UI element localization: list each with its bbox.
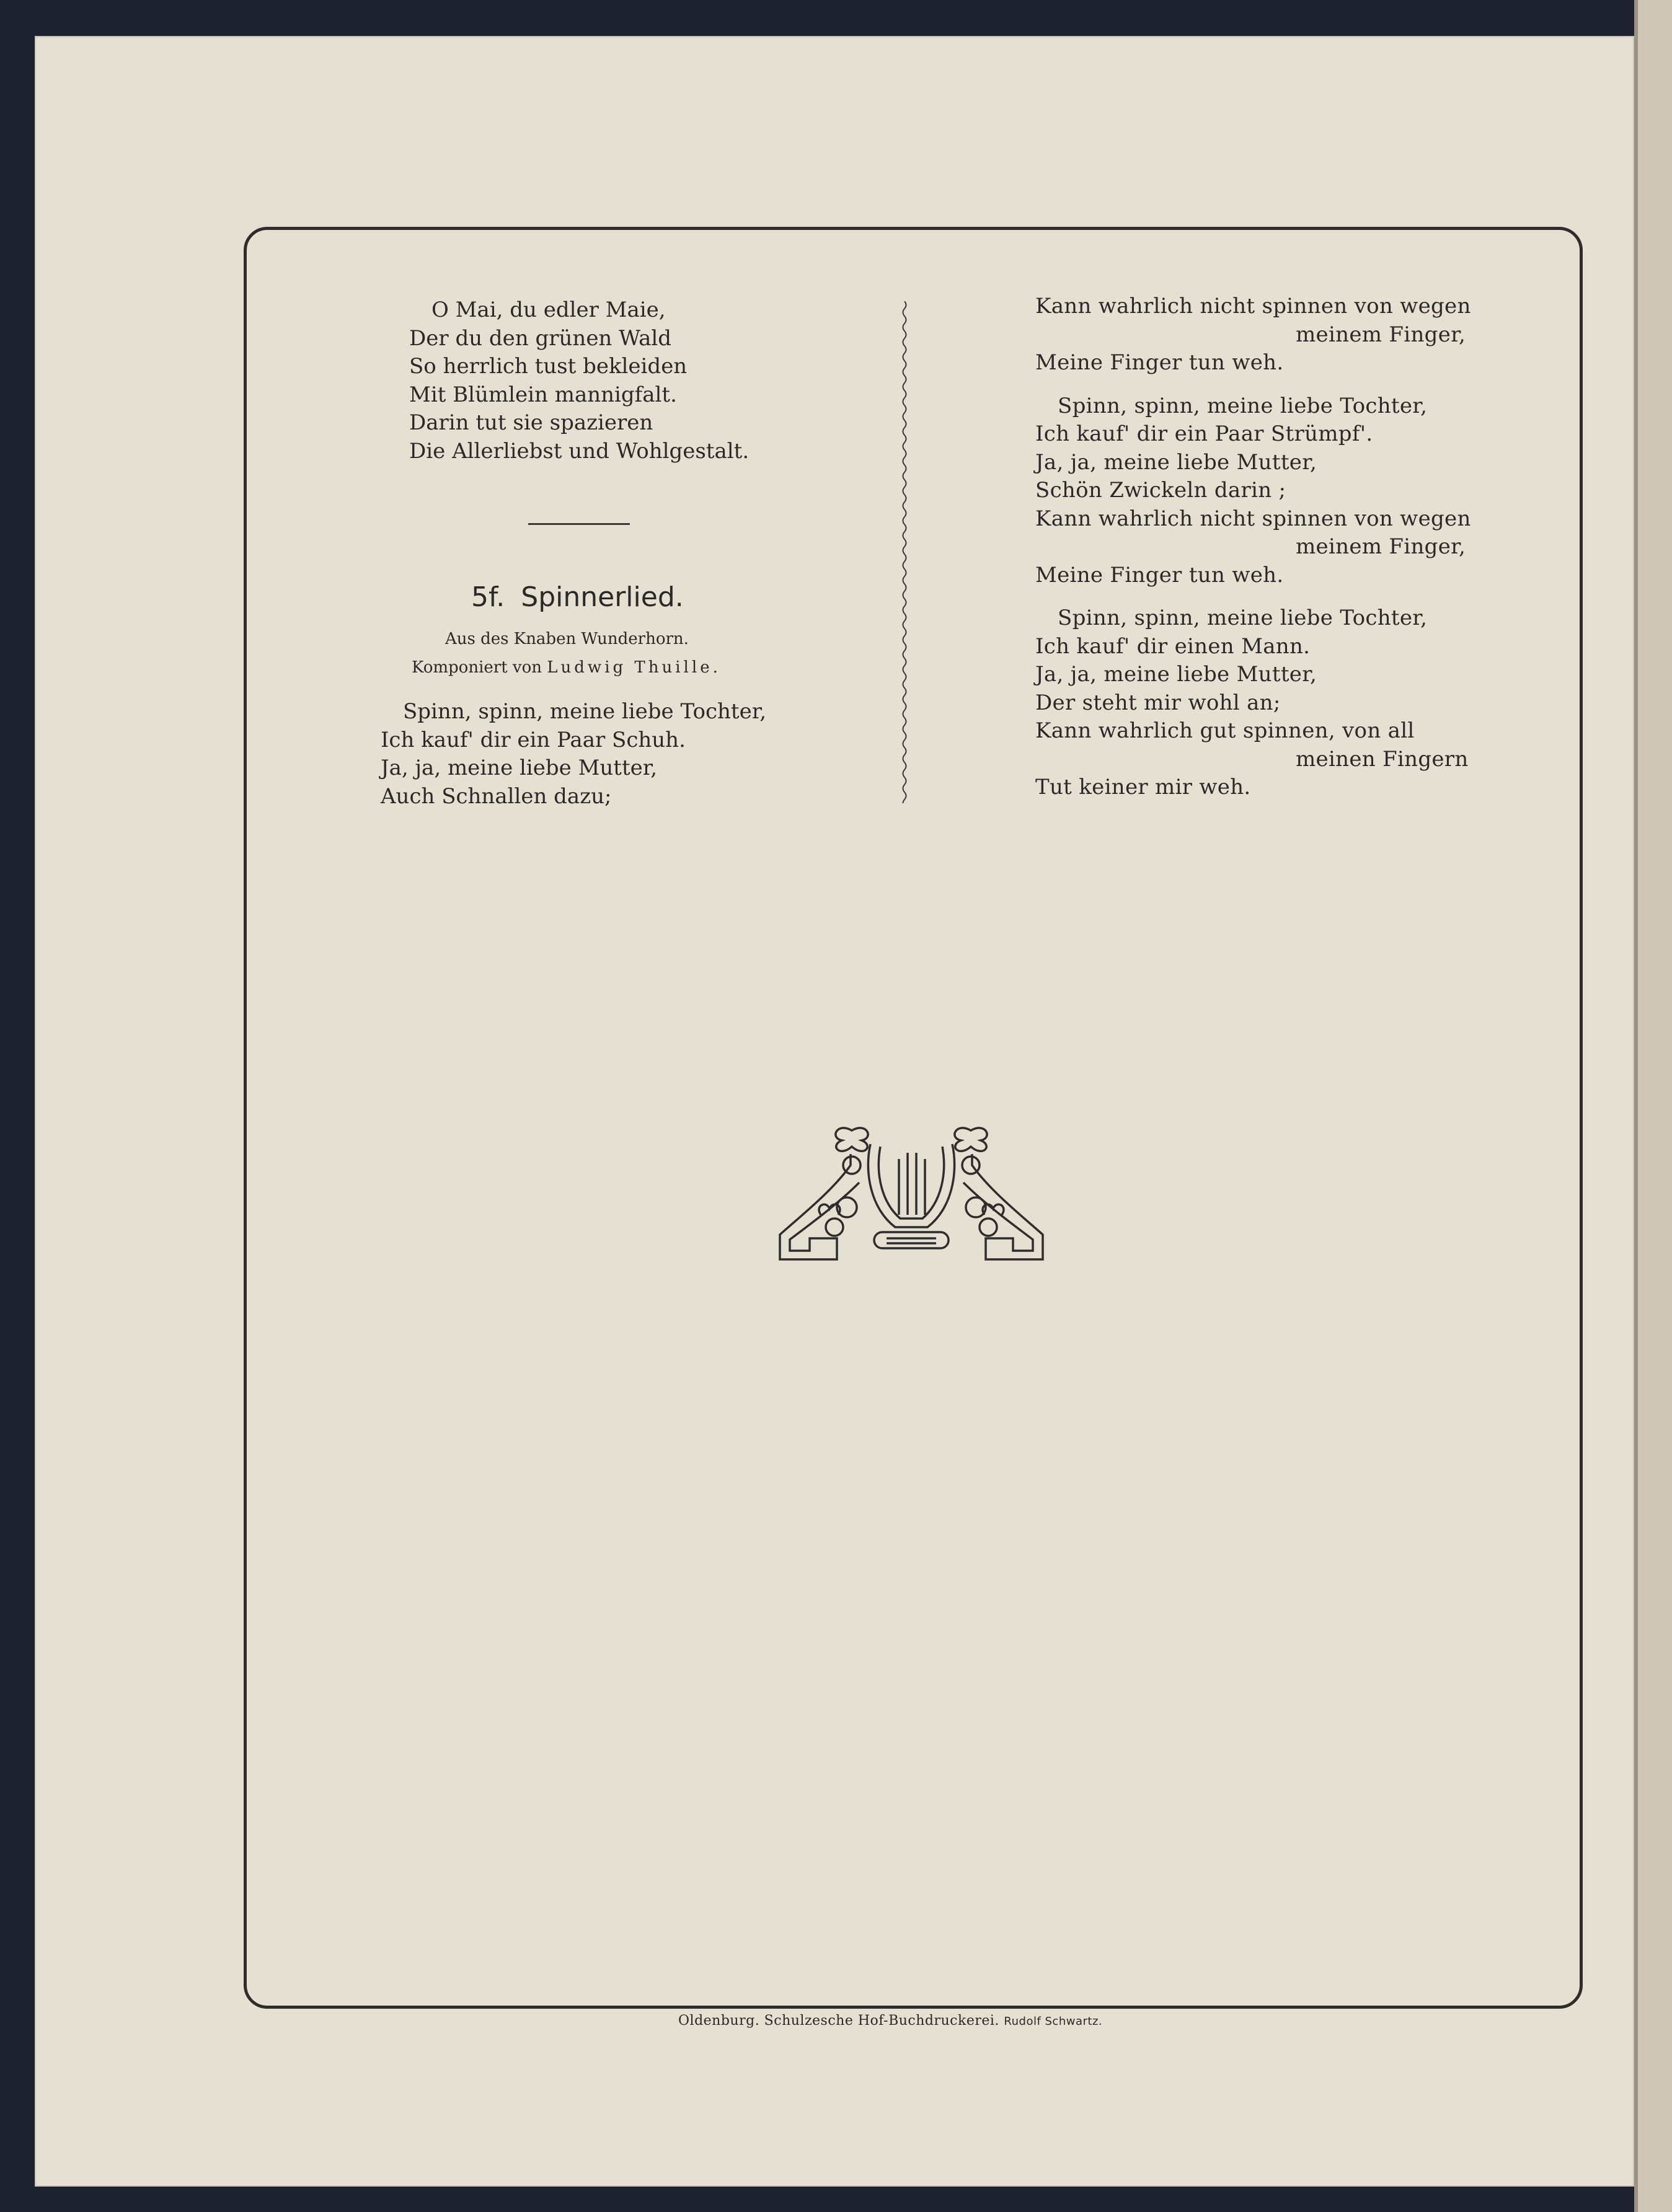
stanza-line: Tut keiner mir weh. [1035,775,1251,800]
stanza-line: Spinn, spinn, meine liebe Tochter, [403,699,767,724]
stanza-line: Spinn, spinn, meine liebe Tochter, [1058,606,1428,630]
imprint-text: Oldenburg. Schulzesche Hof-Buchdruckerei. [678,2013,999,2029]
composer-prefix: Komponiert von [412,658,542,677]
stanza-line: Meine Finger tun weh. [1035,350,1284,375]
poem-line: So herrlich tust bekleiden [409,354,688,379]
stanza-line: meinen Fingern [1296,746,1469,772]
song-number: 5f. [471,581,505,613]
stanza-line: Schön Zwickeln darin ; [1035,478,1286,503]
stanza-line: Kann wahrlich nicht spinnen von wegen [1035,294,1471,319]
stanza-line: Ich kauf' dir ein Paar Schuh. [381,727,686,752]
lyre-ornament-icon [777,1122,1045,1262]
stanza-line: meinem Finger, [1296,534,1466,559]
stanza-line: Ja, ja, meine liebe Mutter, [1035,662,1317,687]
poem-line: Der du den grünen Wald [409,325,672,351]
stanza-line: meinem Finger, [1296,322,1466,347]
stanza-line: Ja, ja, meine liebe Mutter, [381,756,658,780]
wavy-column-divider [900,301,909,803]
stanza-line: Ich kauf' dir ein Paar Strümpf'. [1035,421,1373,446]
stanza-line: Spinn, spinn, meine liebe Tochter, [1058,393,1428,418]
song-stanza-1 [381,698,766,811]
page-edge-shadow [1634,0,1638,2212]
song-right-column [1035,293,1471,802]
song-composer [412,658,721,677]
poem-line: Darin tut sie spazieren [409,410,653,435]
song-heading [471,581,694,613]
poem-line: O Mai, du edler Maie, [431,297,666,322]
poem-line: Mit Blümlein mannigfalt. [409,382,677,407]
stanza-line: Meine Finger tun weh. [1035,562,1284,588]
stanza-line: Ja, ja, meine liebe Mutter, [1035,449,1317,475]
stanza-line: Kann wahrlich nicht spinnen von wegen [1035,506,1471,531]
stanza-line: Auch Schnallen dazu; [381,783,612,809]
stanza-line: Kann wahrlich gut spinnen, von all [1035,718,1415,743]
song-title: Spinnerlied. [521,581,684,613]
stanza-line: Der steht mir wohl an; [1035,690,1281,715]
composer-name: Ludwig Thuille. [547,658,721,677]
printer-imprint [678,2013,1102,2029]
page-edge-strip [1634,0,1672,2212]
poem-top [409,296,749,465]
song-source: Aus des Knaben Wunderhorn. [445,630,689,648]
stanza-line: Ich kauf' dir einen Mann. [1035,633,1311,659]
section-rule [528,523,630,525]
poem-line: Die Allerliebst und Wohlgestalt. [409,438,750,464]
imprint-printer: Rudolf Schwartz. [1004,2015,1103,2028]
